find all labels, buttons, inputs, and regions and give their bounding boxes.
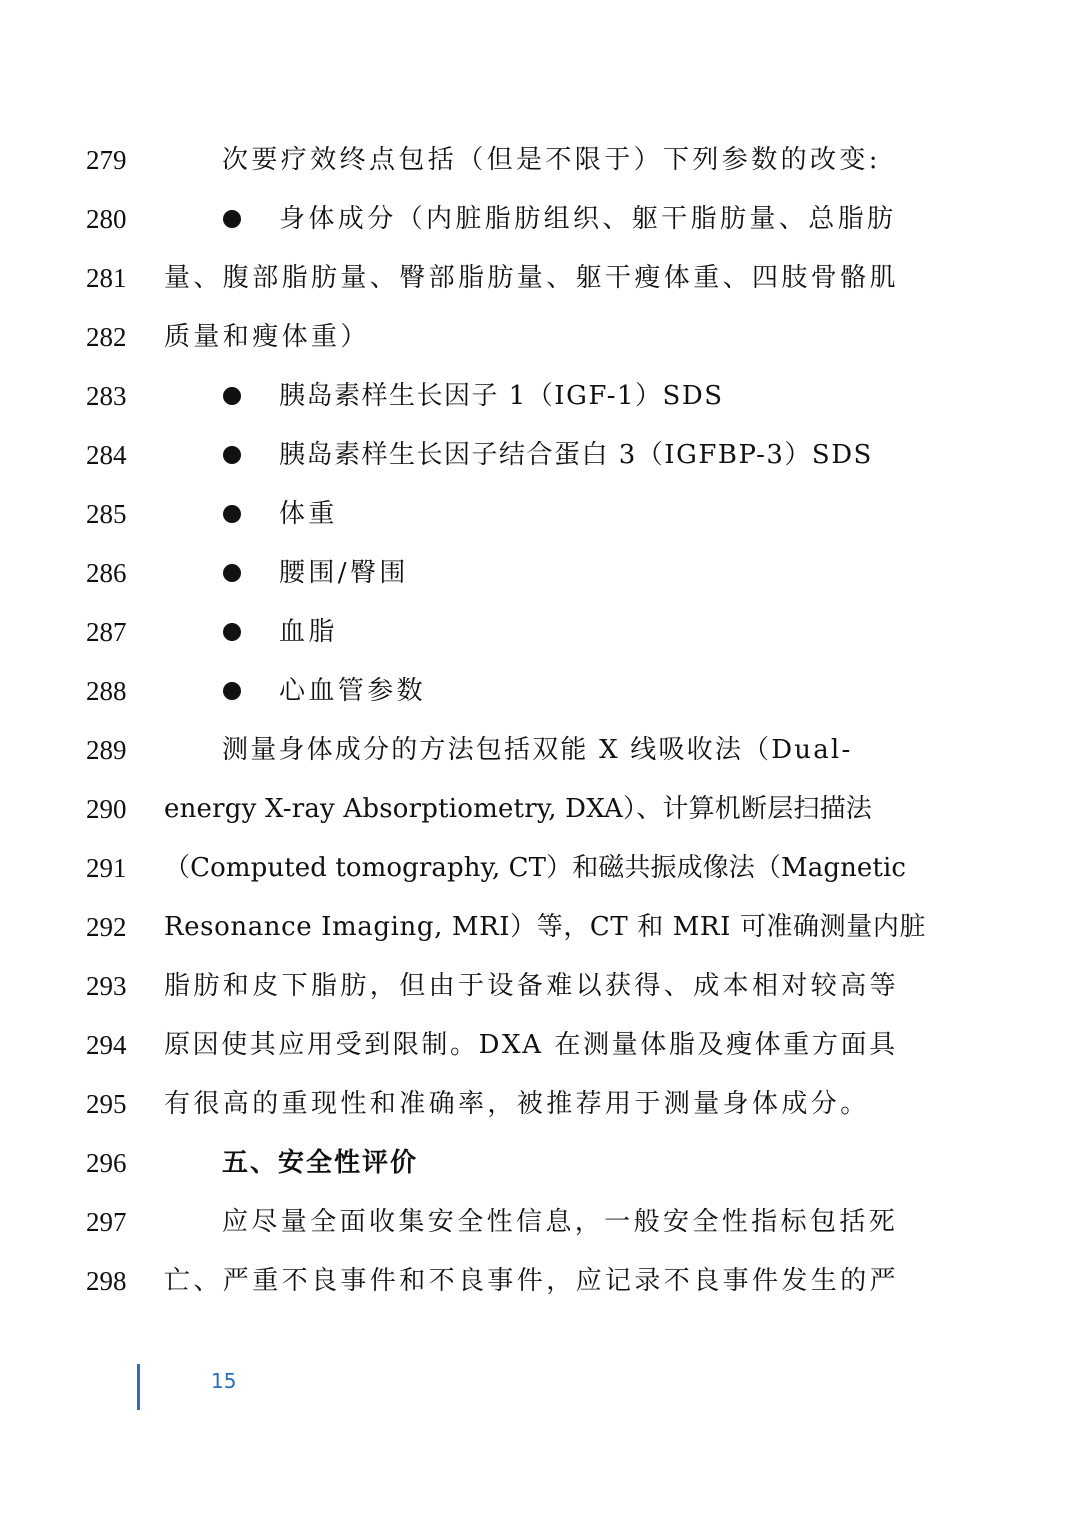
text-line	[0, 1016, 1080, 1075]
line-text: 量、腹部脂肪量、臀部脂肪量、躯干瘦体重、四肢骨骼肌	[164, 263, 900, 293]
line-number: 292	[86, 912, 127, 942]
page-number: 15	[211, 1369, 237, 1393]
text-line	[0, 957, 1080, 1016]
line-number: 280	[86, 204, 127, 234]
line-text: 心血管参数	[279, 676, 427, 706]
line-text: 质量和瘦体重）	[164, 322, 370, 352]
text-line	[0, 839, 1080, 898]
text-line	[0, 131, 1080, 190]
line-number: 288	[86, 676, 127, 706]
line-number: 298	[86, 1266, 127, 1296]
line-number: 286	[86, 558, 127, 588]
bullet-icon	[223, 210, 241, 228]
bullet-line	[0, 662, 1080, 721]
line-text: energy X-ray Absorptiometry, DXA）、计算机断层扫描法	[164, 794, 872, 824]
line-text: 胰岛素样生长因子结合蛋白 3（IGFBP-3）SDS	[279, 440, 873, 470]
line-text: 亡、严重不良事件和不良事件，应记录不良事件发生的严	[164, 1266, 900, 1296]
line-text: 应尽量全面收集安全性信息，一般安全性指标包括死	[222, 1207, 899, 1237]
bullet-line	[0, 190, 1080, 249]
bullet-icon	[223, 564, 241, 582]
line-text: 体重	[279, 499, 338, 529]
line-text: 次要疗效终点包括（但是不限于）下列参数的改变:	[222, 145, 881, 175]
line-number: 296	[86, 1148, 127, 1178]
line-text: 身体成分（内脏脂肪组织、躯干脂肪量、总脂肪	[279, 204, 897, 234]
line-number: 290	[86, 794, 127, 824]
bullet-icon	[223, 446, 241, 464]
line-number: 289	[86, 735, 127, 765]
line-number: 284	[86, 440, 127, 470]
line-number: 282	[86, 322, 127, 352]
line-text: 脂肪和皮下脂肪，但由于设备难以获得、成本相对较高等	[164, 971, 900, 1001]
text-line	[0, 721, 1080, 780]
line-text: 血脂	[279, 617, 338, 647]
footer-accent-bar	[137, 1364, 140, 1410]
line-number: 297	[86, 1207, 127, 1237]
text-line	[0, 1252, 1080, 1311]
bullet-icon	[223, 505, 241, 523]
bullet-line	[0, 367, 1080, 426]
line-number: 285	[86, 499, 127, 529]
line-text: Resonance Imaging, MRI）等，CT 和 MRI 可准确测量内脏	[164, 912, 927, 942]
section-heading: 五、安全性评价	[222, 1148, 419, 1178]
line-text: 原因使其应用受到限制。DXA 在测量体脂及瘦体重方面具	[164, 1030, 898, 1060]
text-line	[0, 1075, 1080, 1134]
bullet-line	[0, 485, 1080, 544]
text-line	[0, 308, 1080, 367]
text-line	[0, 780, 1080, 839]
line-number: 295	[86, 1089, 127, 1119]
bullet-icon	[223, 387, 241, 405]
bullet-line	[0, 603, 1080, 662]
line-text: （Computed tomography, CT）和磁共振成像法（Magnetic	[164, 853, 907, 883]
bullet-icon	[223, 682, 241, 700]
line-number: 291	[86, 853, 127, 883]
text-line	[0, 249, 1080, 308]
section-heading-line	[0, 1134, 1080, 1193]
line-number: 279	[86, 145, 127, 175]
text-line	[0, 898, 1080, 957]
line-number: 293	[86, 971, 127, 1001]
text-line	[0, 1193, 1080, 1252]
bullet-line	[0, 426, 1080, 485]
line-text: 腰围/臀围	[279, 558, 409, 588]
line-text: 测量身体成分的方法包括双能 X 线吸收法（Dual-	[222, 735, 853, 765]
line-text: 胰岛素样生长因子 1（IGF-1）SDS	[279, 381, 724, 411]
bullet-line	[0, 544, 1080, 603]
bullet-icon	[223, 623, 241, 641]
line-number: 281	[86, 263, 127, 293]
line-text: 有很高的重现性和准确率，被推荐用于测量身体成分。	[164, 1089, 870, 1119]
line-number: 283	[86, 381, 127, 411]
line-number: 287	[86, 617, 127, 647]
line-number: 294	[86, 1030, 127, 1060]
